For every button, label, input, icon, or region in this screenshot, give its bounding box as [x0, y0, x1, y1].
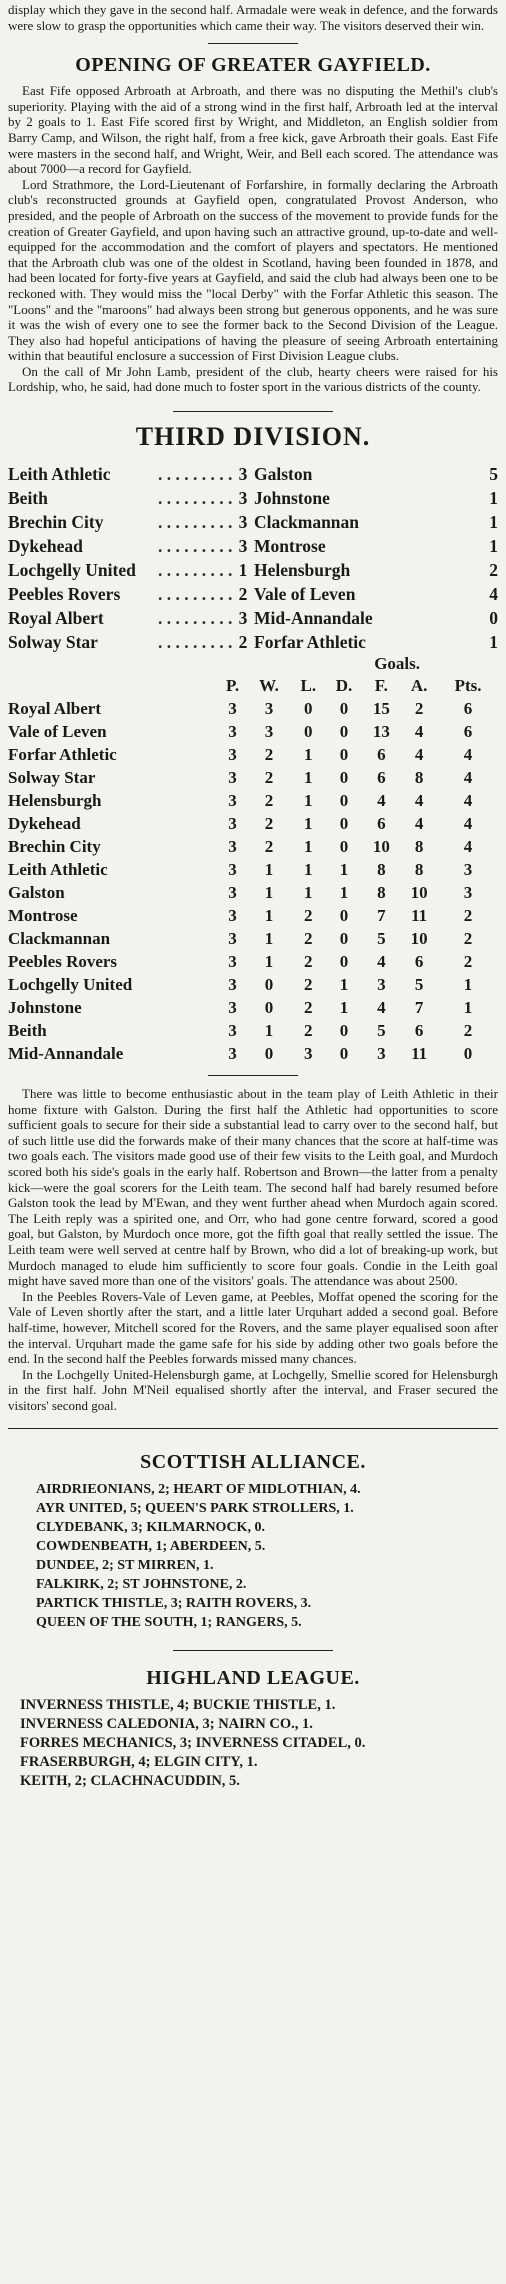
stat-cell-p: 3: [228, 860, 237, 880]
stat-cell-p: 3: [228, 883, 237, 903]
home-team: Leith Athletic: [8, 464, 111, 485]
away-team: Forfar Athletic: [254, 632, 366, 653]
away-score: 0: [489, 608, 498, 629]
home-score: 2: [238, 632, 248, 653]
intro-paragraph: display which they gave in the second half. Armadale were weak in defence, and the forwards were slow to grasp the opportunities which came their way. The visitors deserved their win.: [8, 2, 498, 33]
stat-cell-d: 0: [339, 791, 349, 811]
leader-dots: . . . . . . . . .: [158, 464, 232, 485]
divider: [173, 411, 333, 412]
table-row: [8, 743, 498, 766]
stat-cell-pts: 1: [463, 975, 473, 995]
stat-cell-l: 1: [304, 860, 313, 880]
divider: [8, 1428, 498, 1429]
home-score: 3: [238, 464, 248, 485]
stat-cell-a: 4: [414, 722, 424, 742]
stat-cell-a: 7: [414, 998, 424, 1018]
column-header: D.: [335, 676, 353, 696]
table-row: [8, 697, 498, 720]
stat-cell-w: 2: [264, 814, 274, 834]
highland-result: FORRES MECHANICS, 3; INVERNESS CITADEL, 0.: [20, 1734, 366, 1751]
stat-cell-pts: 2: [463, 929, 473, 949]
alliance-result: QUEEN OF THE SOUTH, 1; RANGERS, 5.: [36, 1614, 302, 1630]
result-row: [8, 486, 498, 510]
stat-cell-d: 0: [339, 814, 349, 834]
result-row: [8, 582, 498, 606]
team-column-header: [8, 674, 218, 697]
divider: [173, 1650, 333, 1651]
table-row: [8, 1019, 498, 1042]
match-report-paragraph: In the Lochgelly United-Helensburgh game, at Lochgelly, Smellie scored for Helensburgh in the first half. John M'Neil equalised shortly after the interval, and Fraser secured the visitors' second goal.: [8, 1366, 498, 1413]
team-name-cell: Solway Star: [8, 768, 96, 788]
stat-cell-w: 1: [264, 952, 274, 972]
result-row: [8, 630, 498, 654]
stat-cell-pts: 6: [463, 722, 473, 742]
stat-cell-a: 6: [414, 1021, 424, 1041]
home-score: 3: [238, 512, 248, 533]
team-name-cell: Royal Albert: [8, 699, 102, 719]
stat-cell-pts: 4: [463, 745, 473, 765]
stat-cell-pts: 4: [463, 837, 473, 857]
home-score: 1: [238, 560, 248, 581]
stat-cell-d: 0: [339, 837, 349, 857]
stat-cell-d: 0: [339, 1021, 349, 1041]
stat-cell-w: 1: [264, 1021, 274, 1041]
league-table: [8, 674, 498, 1065]
away-score: 1: [489, 512, 498, 533]
goals-label: Goals.: [374, 654, 420, 674]
stat-cell-pts: 2: [463, 952, 473, 972]
alliance-result: AIRDRIEONIANS, 2; HEART OF MIDLOTHIAN, 4.: [36, 1481, 361, 1497]
team-name-cell: Galston: [8, 883, 65, 903]
stat-cell-l: 2: [304, 952, 313, 972]
stat-cell-l: 1: [304, 791, 313, 811]
team-name-cell: Lochgelly United: [8, 975, 133, 995]
stat-cell-l: 2: [304, 906, 313, 926]
stat-cell-pts: 3: [463, 860, 473, 880]
stat-cell-a: 10: [410, 929, 428, 949]
stat-cell-l: 2: [304, 1021, 313, 1041]
column-header: Pts.: [454, 676, 482, 696]
alliance-result: CLYDEBANK, 3; KILMARNOCK, 0.: [36, 1519, 265, 1535]
stat-cell-a: 10: [410, 883, 428, 903]
stat-cell-a: 8: [414, 860, 424, 880]
stat-cell-a: 11: [411, 906, 428, 926]
stat-cell-d: 0: [339, 906, 349, 926]
table-row: [8, 766, 498, 789]
alliance-result: DUNDEE, 2; ST MIRREN, 1.: [36, 1557, 214, 1573]
stat-cell-a: 6: [414, 952, 424, 972]
leader-dots: . . . . . . . . .: [158, 584, 232, 605]
stat-cell-p: 3: [228, 745, 237, 765]
alliance-results: [8, 1480, 498, 1632]
away-score: 1: [489, 536, 498, 557]
away-score: 2: [489, 560, 498, 581]
stat-cell-pts: 2: [463, 1021, 473, 1041]
away-team: Vale of Leven: [254, 584, 356, 605]
stat-cell-f: 4: [377, 952, 386, 972]
highland-result: FRASERBURGH, 4; ELGIN CITY, 1.: [20, 1753, 258, 1770]
home-team: Brechin City: [8, 512, 104, 533]
stat-cell-pts: 4: [463, 768, 473, 788]
leader-dots: . . . . . . . . .: [158, 632, 232, 653]
stat-cell-w: 1: [264, 860, 274, 880]
stat-cell-l: 2: [304, 929, 313, 949]
stat-cell-l: 2: [304, 975, 313, 995]
home-team: Dykehead: [8, 536, 83, 557]
team-name-cell: Clackmannan: [8, 929, 111, 949]
stat-cell-f: 4: [377, 791, 386, 811]
stat-cell-l: 0: [304, 699, 313, 719]
stat-cell-w: 0: [264, 975, 274, 995]
column-header: L.: [300, 676, 317, 696]
stat-cell-w: 1: [264, 883, 274, 903]
stat-cell-pts: 0: [463, 1044, 473, 1064]
stat-cell-f: 3: [377, 1044, 386, 1064]
team-name-cell: Forfar Athletic: [8, 745, 117, 765]
highland-result: KEITH, 2; CLACHNACUDDIN, 5.: [20, 1772, 240, 1789]
stat-cell-l: 1: [304, 768, 313, 788]
result-row: [8, 606, 498, 630]
stat-cell-f: 6: [377, 814, 386, 834]
newspaper-page: [8, 0, 498, 1791]
column-header: F.: [374, 676, 388, 696]
stat-cell-d: 0: [339, 1044, 349, 1064]
table-row: [8, 996, 498, 1019]
stat-cell-pts: 2: [463, 906, 473, 926]
table-row: [8, 973, 498, 996]
stat-cell-d: 1: [339, 998, 349, 1018]
alliance-heading: SCOTTISH ALLIANCE.: [140, 1450, 366, 1473]
stat-cell-w: 2: [264, 837, 274, 857]
home-score: 3: [238, 608, 248, 629]
team-name-cell: Dykehead: [8, 814, 81, 834]
table-row: [8, 927, 498, 950]
stat-cell-d: 1: [339, 975, 349, 995]
stat-cell-l: 1: [304, 745, 313, 765]
stat-cell-f: 4: [377, 998, 386, 1018]
away-score: 1: [489, 632, 498, 653]
team-name-cell: Montrose: [8, 906, 78, 926]
stat-cell-f: 7: [377, 906, 386, 926]
team-name-cell: Beith: [8, 1021, 47, 1041]
stat-cell-l: 2: [304, 998, 313, 1018]
table-row: [8, 858, 498, 881]
stat-cell-p: 3: [228, 952, 237, 972]
third-division-heading: THIRD DIVISION.: [135, 422, 371, 452]
divider: [208, 43, 298, 44]
stat-cell-w: 2: [264, 745, 274, 765]
stat-cell-d: 0: [339, 952, 349, 972]
team-name-cell: Leith Athletic: [8, 860, 108, 880]
away-team: Johnstone: [254, 488, 330, 509]
alliance-result: COWDENBEATH, 1; ABERDEEN, 5.: [36, 1538, 266, 1554]
team-name-cell: Peebles Rovers: [8, 952, 118, 972]
result-row: [8, 510, 498, 534]
stat-cell-a: 11: [411, 1044, 428, 1064]
stat-cell-f: 8: [377, 883, 386, 903]
away-team: Clackmannan: [254, 512, 360, 533]
leader-dots: . . . . . . . . .: [158, 488, 232, 509]
away-team: Montrose: [254, 536, 326, 557]
stat-cell-p: 3: [228, 1021, 237, 1041]
leader-dots: . . . . . . . . .: [158, 536, 232, 557]
stat-cell-w: 0: [264, 998, 274, 1018]
alliance-result: AYR UNITED, 5; QUEEN'S PARK STROLLERS, 1.: [36, 1500, 354, 1516]
leader-dots: . . . . . . . . .: [158, 608, 232, 629]
stat-cell-p: 3: [228, 814, 237, 834]
stat-cell-f: 5: [377, 1021, 386, 1041]
result-row: [8, 462, 498, 486]
stat-cell-a: 8: [414, 768, 424, 788]
league-table-body: [8, 697, 498, 1065]
away-score: 4: [489, 584, 498, 605]
stat-cell-d: 1: [339, 883, 349, 903]
stat-cell-w: 2: [264, 791, 274, 811]
stat-cell-d: 1: [339, 860, 349, 880]
stat-cell-f: 8: [377, 860, 386, 880]
results-list: [8, 462, 498, 654]
home-team: Beith: [8, 488, 48, 509]
stat-cell-l: 1: [304, 837, 313, 857]
home-team: Royal Albert: [8, 608, 104, 629]
alliance-result: FALKIRK, 2; ST JOHNSTONE, 2.: [36, 1576, 247, 1592]
column-header: W.: [259, 676, 279, 696]
team-name-cell: Vale of Leven: [8, 722, 107, 742]
stat-cell-pts: 3: [463, 883, 473, 903]
stat-cell-d: 0: [339, 722, 349, 742]
table-row: [8, 881, 498, 904]
stat-cell-a: 4: [414, 745, 424, 765]
gayfield-paragraph: East Fife opposed Arbroath at Arbroath, and there was no disputing the Methil's club's superiority. Playing with the aid of a strong wind in the first half, Arbroath led at the interval by 2 goals to 1. East Fife scored first by Wright, and Middleton, an English soldier from Barry Camp, and Wilson, the right half, from a free kick, gave Arbroath their goals. East Fife were masters in the second half, and Wright, Weir, and Bell each scored. The attendance was about 7000—a record for Gayfield.: [8, 83, 498, 177]
stat-cell-f: 10: [372, 837, 390, 857]
stat-cell-f: 6: [377, 745, 386, 765]
match-report-paragraph: In the Peebles Rovers-Vale of Leven game, at Peebles, Moffat opened the scoring for the Vale of Leven shortly after the start, and a little later Urquhart added a second goal. Before half-time, however, Mitchell scored for the Rovers, and the same player equalised soon after the interval. Urquhart made the game safe for his side by adding other two goals before the end. In the second half the Peebles forwards missed many chances.: [8, 1288, 498, 1367]
away-score: 5: [489, 464, 498, 485]
alliance-result: PARTICK THISTLE, 3; RAITH ROVERS, 3.: [36, 1595, 312, 1611]
stat-cell-p: 3: [228, 975, 237, 995]
stat-cell-d: 0: [339, 745, 349, 765]
stat-cell-f: 13: [372, 722, 390, 742]
stat-cell-a: 4: [414, 814, 424, 834]
stat-cell-w: 3: [264, 722, 274, 742]
stat-cell-d: 0: [339, 699, 349, 719]
result-row: [8, 558, 498, 582]
stat-cell-w: 3: [264, 699, 274, 719]
table-row: [8, 1042, 498, 1065]
table-row: [8, 812, 498, 835]
stat-cell-p: 3: [228, 906, 237, 926]
highland-heading: HIGHLAND LEAGUE.: [146, 1666, 360, 1689]
home-team: Peebles Rovers: [8, 584, 121, 605]
stat-cell-w: 1: [264, 929, 274, 949]
highland-result: INVERNESS THISTLE, 4; BUCKIE THISTLE, 1.: [20, 1696, 336, 1713]
gayfield-paragraph: Lord Strathmore, the Lord-Lieutenant of Forfarshire, in formally declaring the Arbroath club's reconstructed grounds at Gayfield open, congratulated Provost Anderson, who presided, and the people of Arbroath on the success of the movement to provide funds for the creation of Greater Gayfield, and upon having such an attractive ground, up-to-date and well-equipped for the accommodation and the comfort of players and spectators. He mentioned that the Arbroath club was one of the oldest in Scotland, having been founded in 1878, and had been located for forty-five years at Gayfield, and said the club had always been one to be reckoned with. They would miss the "local Derby" with the Forfar Athletic this season. The "Loons" and the "maroons" had always been strong but generous opponents, and he was sure it was the wish of every one to see the former back to the Second Division of the League. They also had hopeful anticipations of having the pleasure of seeing Arbroath entertaining within that beautiful enclosure a succession of First Division League clubs.: [8, 176, 498, 364]
stat-cell-d: 0: [339, 768, 349, 788]
table-row: [8, 950, 498, 973]
team-name-cell: Mid-Annandale: [8, 1044, 124, 1064]
stat-cell-p: 3: [228, 1044, 237, 1064]
stat-cell-p: 3: [228, 929, 237, 949]
table-header-row: [8, 674, 498, 697]
stat-cell-f: 15: [372, 699, 390, 719]
highland-results: [8, 1696, 498, 1791]
away-score: 1: [489, 488, 498, 509]
stat-cell-p: 3: [228, 722, 237, 742]
stat-cell-pts: 4: [463, 791, 473, 811]
stat-cell-p: 3: [228, 998, 237, 1018]
stat-cell-d: 0: [339, 929, 349, 949]
highland-result: INVERNESS CALEDONIA, 3; NAIRN CO., 1.: [20, 1715, 313, 1732]
stat-cell-w: 2: [264, 768, 274, 788]
stat-cell-pts: 4: [463, 814, 473, 834]
stat-cell-f: 5: [377, 929, 386, 949]
team-name-cell: Brechin City: [8, 837, 101, 857]
away-team: Helensburgh: [254, 560, 351, 581]
gayfield-paragraph: On the call of Mr John Lamb, president of the club, hearty cheers were raised for his Lordship, who, he said, had done much to foster sport in the various districts of the county.: [8, 363, 498, 395]
stat-cell-a: 8: [414, 837, 424, 857]
stat-cell-l: 3: [304, 1044, 313, 1064]
home-score: 3: [238, 488, 248, 509]
stat-cell-w: 0: [264, 1044, 274, 1064]
match-report-paragraph: There was little to become enthusiastic about in the team play of Leith Athletic in their home fixture with Galston. During the first half the Athletic had opportunities to score sufficient goals to secure for their side a substantial lead to carry over to the second half, but of such little use did the forwards make of their many chances that the score at half-time was two goals each. The visitors made good use of their few visits to the Leith goal, and Murdoch scored both his side's goals in the early half. Robertson and Brown—the latter from a penalty kick—were the goal scorers for the Leith team. The second half had barely resumed before Galston took the lead by M'Ewan, and they went further ahead when Murdoch again scored. The Leith reply was a spirited one, and Orr, who had gone centre forward, scored a good goal, but Galston, by Murdoch once more, got the fifth goal that really settled the issue. The Leith team were well served at centre half by Brown, who did a lot of breaking-up work, but Murdoch managed to elude him sufficiently to score four goals. Condie in the Leith goal might have saved more than one of the visitors' goals. The attendance was about 2500.: [8, 1086, 498, 1289]
leader-dots: . . . . . . . . .: [158, 512, 232, 533]
home-score: 3: [238, 536, 248, 557]
stat-cell-a: 5: [414, 975, 424, 995]
table-row: [8, 904, 498, 927]
away-team: Galston: [254, 464, 313, 485]
gayfield-heading: OPENING OF GREATER GAYFIELD.: [75, 54, 431, 77]
home-team: Lochgelly United: [8, 560, 136, 581]
stat-cell-a: 2: [414, 699, 424, 719]
stat-cell-p: 3: [228, 791, 237, 811]
column-header: A.: [410, 676, 428, 696]
stat-cell-l: 1: [304, 883, 313, 903]
home-team: Solway Star: [8, 632, 98, 653]
stat-cell-f: 3: [377, 975, 386, 995]
stat-cell-pts: 6: [463, 699, 473, 719]
stat-cell-p: 3: [228, 768, 237, 788]
column-header: P.: [226, 676, 240, 696]
stat-cell-w: 1: [264, 906, 274, 926]
table-row: [8, 835, 498, 858]
stat-cell-f: 6: [377, 768, 386, 788]
home-score: 2: [238, 584, 248, 605]
table-row: [8, 720, 498, 743]
result-row: [8, 534, 498, 558]
stat-cell-pts: 1: [463, 998, 473, 1018]
away-team: Mid-Annandale: [254, 608, 373, 629]
team-name-cell: Helensburgh: [8, 791, 102, 811]
divider: [208, 1075, 298, 1076]
leader-dots: . . . . . . . . .: [158, 560, 232, 581]
table-row: [8, 789, 498, 812]
team-name-cell: Johnstone: [8, 998, 82, 1018]
stat-cell-l: 1: [304, 814, 313, 834]
stat-cell-l: 0: [304, 722, 313, 742]
stat-cell-p: 3: [228, 837, 237, 857]
stat-cell-a: 4: [414, 791, 424, 811]
stat-cell-p: 3: [228, 699, 237, 719]
